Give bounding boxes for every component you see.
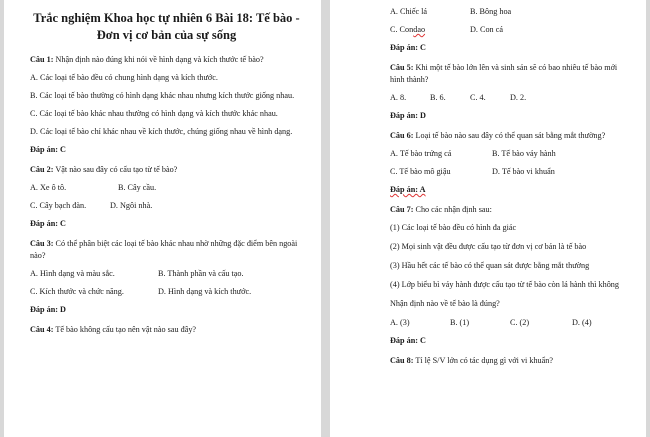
question-1-label: Câu 1: [30,55,54,64]
question-3-option-d: D. Hình dạng và kích thước. [158,287,252,296]
left-page [4,0,321,437]
question-6-answer [390,184,632,196]
question-6-text: Loại tế bào nào sau đây có thể quan sát bằng mắt thường? [413,131,606,140]
question-5-option-d: D. 2. [510,93,527,102]
question-2-option-c: C. Cây bạch đàn. [30,201,87,210]
question-6-options-row-2 [390,166,632,178]
question-7-text: Cho các nhận định sau: [413,205,492,214]
question-4-option-c-prefix: C. Con [390,25,414,34]
question-3-label: Câu 3: [30,239,54,248]
question-4-option-c [390,24,470,36]
question-7-statement-4: (4) Lớp biểu bì vảy hành được cấu tạo từ tế bào còn lá hành thì không [390,280,619,289]
question-6-option-b: B. Tế bào vảy hành [492,149,556,158]
question-2-text: Vật nào sau đây có cấu tạo từ tế bào? [53,165,178,174]
question-3 [30,238,303,262]
right-page [330,0,646,437]
page-gap [321,0,330,437]
question-2-option-b: B. Cây cầu. [118,183,157,192]
title-line-2: Đơn vị cơ bản của sự sống [96,28,237,42]
question-7 [390,204,632,216]
question-7-statement-3: (3) Hầu hết các tế bào có thể quan sát được bằng mắt thường [390,261,590,270]
question-5-text: Khi một tế bào lớn lên và sinh sản sẽ có bao nhiêu tế bào mới hình thành? [390,63,618,84]
question-2-label: Câu 2: [30,165,54,174]
question-4-text: Tế bào không cấu tạo nên vật nào sau đây? [53,325,197,334]
question-7-option-b: B. (1) [450,318,470,327]
question-7-options [390,317,632,329]
question-3-options-row-2 [30,286,303,298]
question-7-label: Câu 7: [390,205,414,214]
question-7-prompt: Nhận định nào về tế bào là đúng? [390,299,500,308]
question-3-answer: Đáp án: D [30,305,66,314]
question-3-option-c: C. Kích thước và chức năng. [30,287,124,296]
question-3-options-row-1 [30,268,303,280]
question-2 [30,164,303,176]
question-1-option-c: C. Các loại tế bào khác nhau thường có hình dạng và kích thước khác nhau. [30,109,278,118]
question-5-answer: Đáp án: D [390,111,426,120]
question-6-options-row-1 [390,148,632,160]
document-title [30,10,303,44]
question-6 [390,130,632,142]
question-2-options-row-1 [30,182,303,194]
question-6-answer-text: Đáp án: A [390,185,426,194]
question-5-option-b: B. 6. [430,93,446,102]
question-1-answer: Đáp án: C [30,145,66,154]
question-7-statement-1: (1) Các loại tế bào đều có hình đa giác [390,223,517,232]
question-6-label: Câu 6: [390,131,414,140]
question-1-option-b: B. Các loại tế bào thường có hình dạng khác nhau nhưng kích thước giống nhau. [30,91,295,100]
question-8-label: Câu 8: [390,356,414,365]
question-6-option-a: A. Tế bào trứng cá [390,149,452,158]
question-8 [390,355,632,367]
title-line-1: Trắc nghiệm Khoa học tự nhiên 6 Bài 18: Tế bào - [33,11,300,25]
question-4 [30,324,303,336]
question-1-text: Nhận định nào đúng khi nói về hình dạng và kích thước tế bào? [53,55,264,64]
question-7-answer: Đáp án: C [390,336,426,345]
question-5 [390,62,632,86]
question-3-option-b: B. Thành phần và cấu tạo. [158,269,244,278]
question-3-text: Có thể phân biệt các loại tế bào khác nhau nhờ những đặc điểm bên ngoài nào? [30,239,298,260]
question-5-option-a: A. 8. [390,93,407,102]
question-8-text: Tỉ lệ S/V lớn có tác dụng gì với vi khuẩn? [413,356,554,365]
question-4-options-row-2 [390,24,632,36]
question-2-options-row-2 [30,200,303,212]
question-7-statement-2: (2) Mọi sinh vật đều được cấu tạo từ đơn vị cơ bản là tế bào [390,242,587,251]
question-5-option-c: C. 4. [470,93,486,102]
question-4-answer: Đáp án: C [390,43,426,52]
question-3-option-a: A. Hình dạng và màu sắc. [30,269,115,278]
question-5-options [390,92,632,104]
question-4-option-a: A. Chiếc lá [390,7,428,16]
question-1 [30,54,303,66]
question-7-option-c: C. (2) [510,318,530,327]
question-6-option-d: D. Tế bào vi khuẩn [492,167,555,176]
question-4-label: Câu 4: [30,325,54,334]
question-2-option-d: D. Ngôi nhà. [110,201,153,210]
question-4-options-row-1 [390,6,632,18]
question-2-option-a: A. Xe ô tô. [30,183,67,192]
question-1-option-d: D. Các loại tế bào chỉ khác nhau về kích thước, chúng giống nhau về hình dạng. [30,127,293,136]
question-7-option-a: A. (3) [390,318,410,327]
spellcheck-word: dao [413,25,426,34]
question-4-option-d: D. Con cá [470,25,503,34]
question-5-label: Câu 5: [390,63,414,72]
question-6-option-c: C. Tế bào mô giậu [390,167,451,176]
question-2-answer: Đáp án: C [30,219,66,228]
question-1-option-a: A. Các loại tế bào đều có chung hình dạng và kích thước. [30,73,218,82]
question-4-option-b: B. Bông hoa [470,7,512,16]
question-7-option-d: D. (4) [572,318,592,327]
